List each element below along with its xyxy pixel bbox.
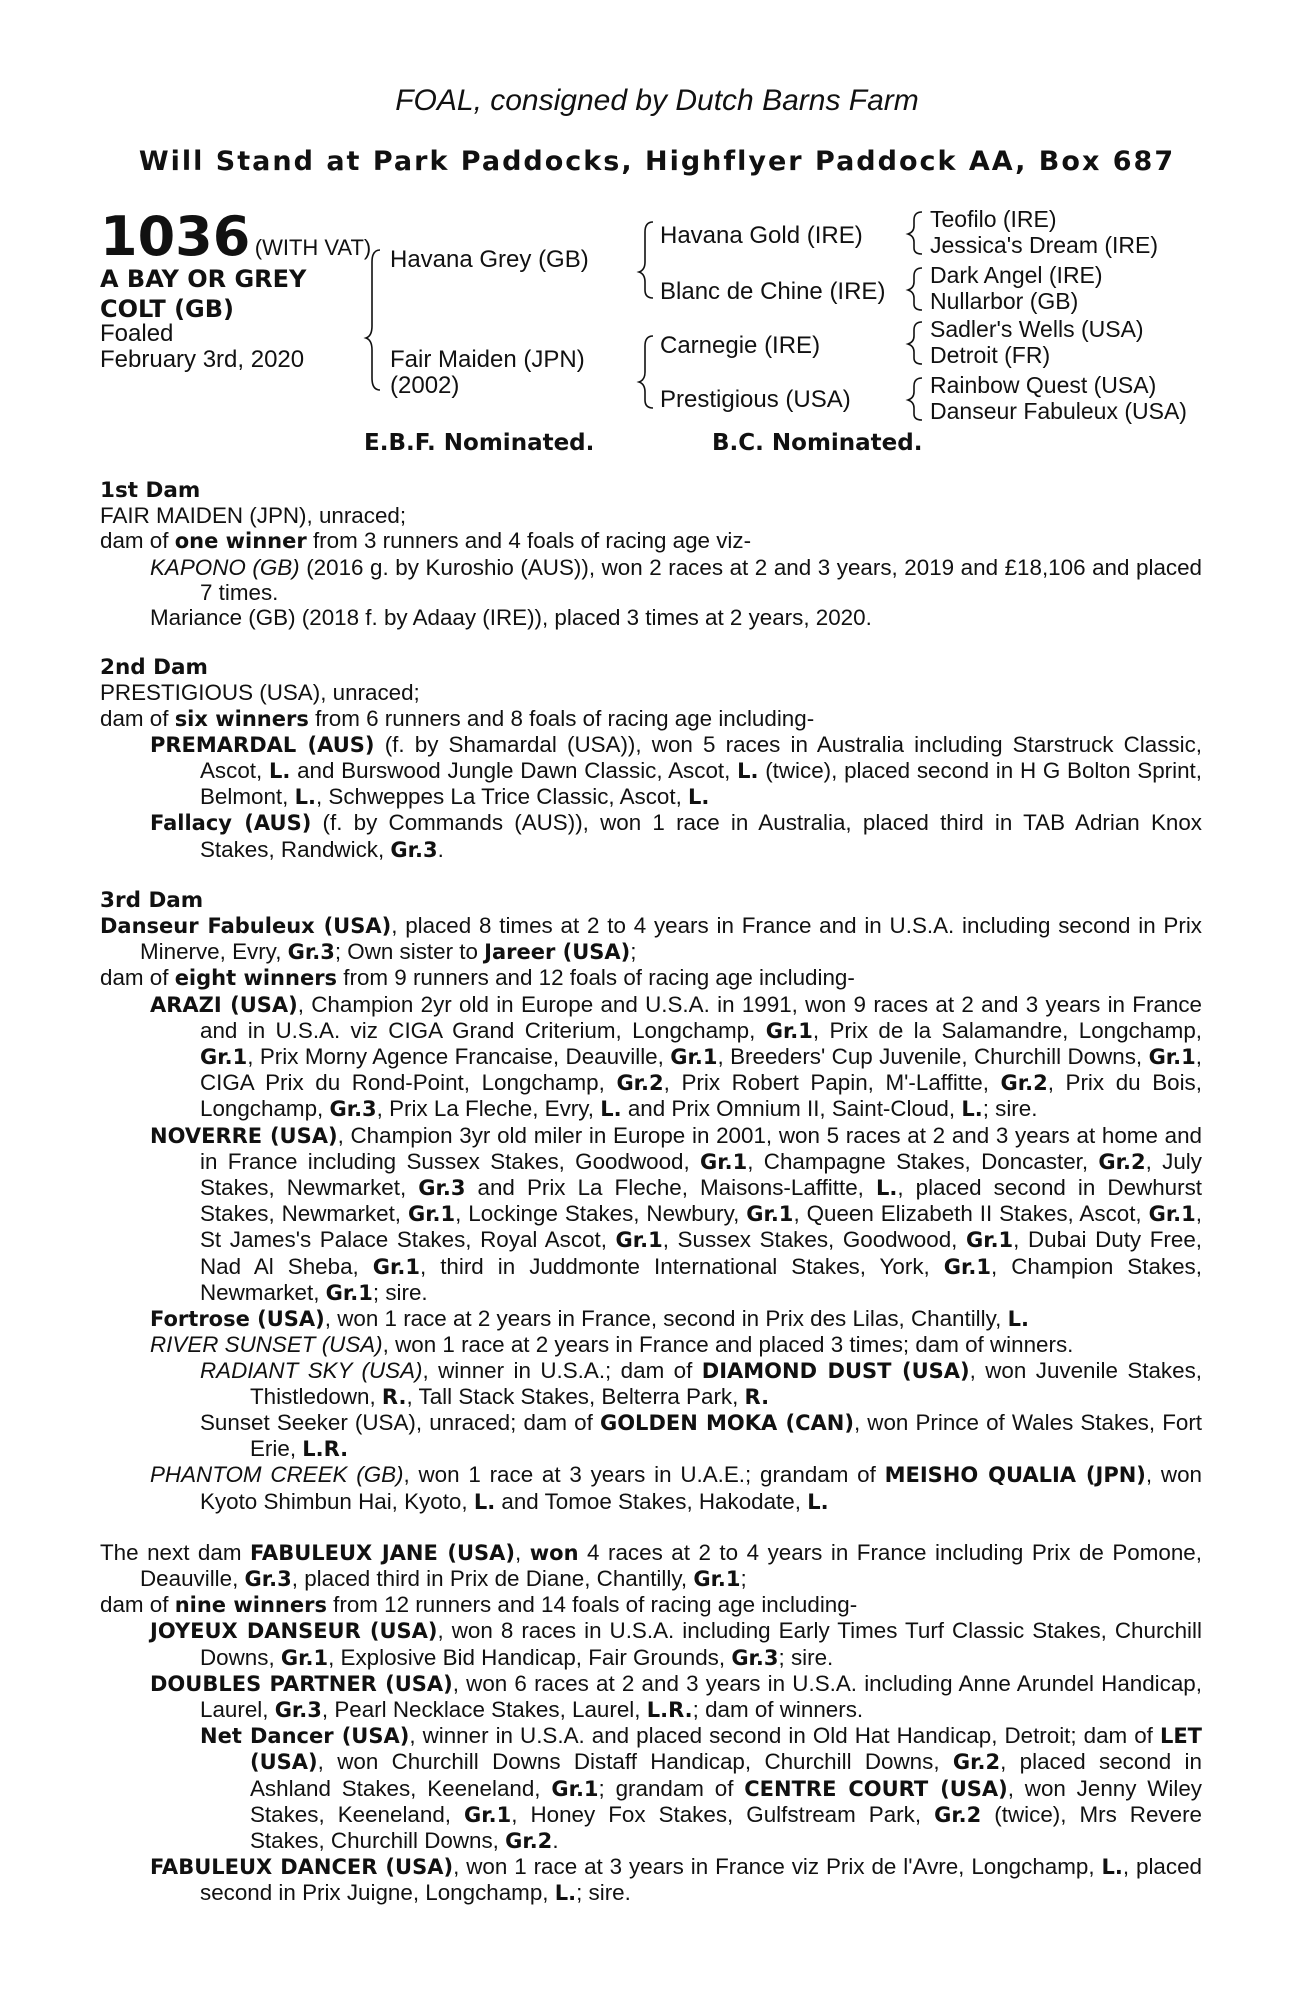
dam-name: Fair Maiden (JPN) <box>390 346 585 373</box>
progeny-fortrose: Fortrose (USA), won 1 race at 2 years in France, second in Prix des Lilas, Chantilly, L. <box>150 1306 1029 1332</box>
ped-g1: Teofilo (IRE) <box>930 206 1057 232</box>
progeny-sunset-seeker: Sunset Seeker (USA), unraced; dam of GOLDEN MOKA (CAN), won Prince of Wales Stakes, Fort Erie, L.R. <box>200 1409 1202 1462</box>
consignor-line: FOAL, consigned by Dutch Barns Farm <box>395 84 919 117</box>
first-dam-title: 1st Dam <box>100 478 201 503</box>
next-dam-line: The next dam FABULEUX JANE (USA), won 4 races at 2 to 4 years in France including Prix de Pomone, Deauville, Gr.3, placed third in Prix de Diane, Chantilly, Gr.1; <box>100 1539 1202 1591</box>
lot-number: 1036 <box>100 205 251 268</box>
first-dam-produce: dam of one winner from 3 runners and 4 foals of racing age viz- <box>100 528 752 554</box>
sire-dam: Blanc de Chine (IRE) <box>660 278 886 305</box>
progeny-radiant-sky: RADIANT SKY (USA), winner in U.S.A.; dam of DIAMOND DUST (USA), won Juvenile Stakes, Thistledown, R., Tall Stack Stakes, Belterra Park, R. <box>200 1357 1202 1409</box>
bracket-sire-dam <box>366 250 380 390</box>
stand-location: Will Stand at Park Paddocks, Highflyer Paddock AA, Box 687 <box>138 146 1176 177</box>
ped-g5: Sadler's Wells (USA) <box>930 316 1144 342</box>
progeny-arazi: ARAZI (USA), Champion 2yr old in Europe and U.S.A. in 1991, won 9 races at 2 and 3 years in France and in U.S.A. viz CIGA Grand Criterium, Longchamp, Gr.1, Prix de la Salamandre, Longchamp, Gr.1, Prix Morny Agence Francaise, Deauville, Gr.1, Breeders' Cup Juvenile, Churchill Downs, Gr.1, CIGA Prix du Rond-Point, Longchamp, Gr.2, Prix Robert Papin, M'-Laffitte, Gr.2, Prix du Bois, Longchamp, Gr.3, Prix La Fleche, Evry, L. and Prix Omnium II, Saint-Cloud, L.; sire. <box>150 991 1202 1122</box>
progeny-fallacy: Fallacy (AUS) (f. by Commands (AUS)), won 1 race in Australia, placed third in TAB Adrian Knox Stakes, Randwick, Gr.3. <box>150 810 1202 862</box>
vat-note: (WITH VAT) <box>254 235 372 260</box>
bracket-sire-line <box>639 222 653 298</box>
second-dam-title: 2nd Dam <box>100 655 208 681</box>
sire-name: Havana Grey (GB) <box>390 246 589 273</box>
ebf-nominated: E.B.F. Nominated. <box>364 430 595 456</box>
progeny-net-dancer: Net Dancer (USA), winner in U.S.A. and placed second in Old Hat Handicap, Detroit; dam of LET (USA), won Churchill Downs Distaff Handicap, Churchill Downs, Gr.2, placed second in Ashland Stakes, Keeneland, Gr.1; grandam of CENTRE COURT (USA), won Jenny Wiley Stakes, Keeneland, Gr.1, Honey Fox Stakes, Gulfstream Park, Gr.2 (twice), Mrs Revere Stakes, Churchill Downs, Gr.2. <box>200 1723 1202 1853</box>
third-dam-produce: dam of eight winners from 9 runners and 12 foals of racing age including- <box>100 965 855 991</box>
ped-g8: Danseur Fabuleux (USA) <box>930 398 1187 424</box>
progeny-river-sunset: RIVER SUNSET (USA), won 1 race at 2 years in France and placed 3 times; dam of winners. <box>150 1332 1074 1358</box>
second-dam-produce: dam of six winners from 6 runners and 8 foals of racing age including- <box>100 705 815 731</box>
progeny-kapono: KAPONO (GB) (2016 g. by Kuroshio (AUS)), won 2 races at 2 and 3 years, 2019 and £18,106 and placed 7 times. <box>150 554 1202 605</box>
progeny-joyeux-danseur: JOYEUX DANSEUR (USA), won 8 races in U.S.A. including Early Times Turf Classic Stakes, Churchill Downs, Gr.1, Explosive Bid Handicap, Fair Grounds, Gr.3; sire. <box>150 1618 1202 1670</box>
bracket-g4 <box>908 378 922 420</box>
first-dam-line: FAIR MAIDEN (JPN), unraced; <box>100 503 407 529</box>
ped-g4: Nullarbor (GB) <box>930 288 1079 314</box>
third-dam-title: 3rd Dam <box>100 887 204 913</box>
progeny-noverre: NOVERRE (USA), Champion 3yr old miler in Europe in 2001, won 5 races at 2 and 3 years at home and in France including Sussex Stakes, Goodwood, Gr.1, Champagne Stakes, Doncaster, Gr.2, July Stakes, Newmarket, Gr.3 and Prix La Fleche, Maisons-Laffitte, L., placed second in Dewhurst Stakes, Newmarket, Gr.1, Lockinge Stakes, Newbury, Gr.1, Queen Elizabeth II Stakes, Ascot, Gr.1, St James's Palace Stakes, Royal Ascot, Gr.1, Sussex Stakes, Goodwood, Gr.1, Dubai Duty Free, Nad Al Sheba, Gr.1, third in Juddmonte International Stakes, York, Gr.1, Champion Stakes, Newmarket, Gr.1; sire. <box>150 1122 1203 1305</box>
ped-g6: Detroit (FR) <box>930 342 1051 368</box>
ped-g7: Rainbow Quest (USA) <box>930 372 1157 398</box>
sire-sire: Havana Gold (IRE) <box>660 222 863 249</box>
next-dam-produce: dam of nine winners from 12 runners and 14 foals of racing age including- <box>100 1592 858 1618</box>
progeny-phantom-creek: PHANTOM CREEK (GB), won 1 race at 3 years in U.A.E.; grandam of MEISHO QUALIA (JPN), won Kyoto Shimbun Hai, Kyoto, L. and Tomoe Stakes, Hakodate, L. <box>150 1462 1202 1514</box>
first-dam-section <box>100 478 1202 1907</box>
third-dam-line: Danseur Fabuleux (USA), placed 8 times at 2 to 4 years in France and in U.S.A. including second in Prix Minerve, Evry, Gr.3; Own sister to Jareer (USA); <box>100 913 1202 965</box>
second-dam-line: PRESTIGIOUS (USA), unraced; <box>100 680 420 706</box>
progeny-mariance: Mariance (GB) (2018 f. by Adaay (IRE)), placed 3 times at 2 years, 2020. <box>150 605 872 631</box>
bracket-g3 <box>908 322 922 364</box>
dam-year: (2002) <box>390 372 460 399</box>
progeny-premardal: PREMARDAL (AUS) (f. by Shamardal (USA)), won 5 races in Australia including Starstruck Classic, Ascot, L. and Burswood Jungle Dawn Classic, Ascot, L. (twice), placed second in H G Bolton Sprint, Belmont, L., Schweppes La Trice Classic, Ascot, L. <box>150 731 1202 810</box>
lot-description: A BAY OR GREY <box>100 265 307 293</box>
bc-nominated: B.C. Nominated. <box>712 430 923 456</box>
dam-sire: Carnegie (IRE) <box>660 332 821 359</box>
bracket-g2 <box>908 268 922 310</box>
progeny-fabuleux-dancer: FABULEUX DANCER (USA), won 1 race at 3 years in France viz Prix de l'Avre, Longchamp, L., placed second in Prix Juigne, Longchamp, L.; sire. <box>150 1854 1202 1906</box>
lot-description-2: COLT (GB) <box>100 295 234 323</box>
bracket-g1 <box>908 212 922 254</box>
foaled-label: Foaled <box>100 320 174 347</box>
progeny-doubles-partner: DOUBLES PARTNER (USA), won 6 races at 2 and 3 years in U.S.A. including Anne Arundel Handicap, Laurel, Gr.3, Pearl Necklace Stakes, Laurel, L.R.; dam of winners. <box>150 1670 1202 1722</box>
bracket-dam-line <box>639 336 653 408</box>
foaled-date: February 3rd, 2020 <box>100 346 305 373</box>
ped-g3: Dark Angel (IRE) <box>930 262 1103 288</box>
dam-dam: Prestigious (USA) <box>660 386 851 413</box>
ped-g2: Jessica's Dream (IRE) <box>930 232 1159 258</box>
